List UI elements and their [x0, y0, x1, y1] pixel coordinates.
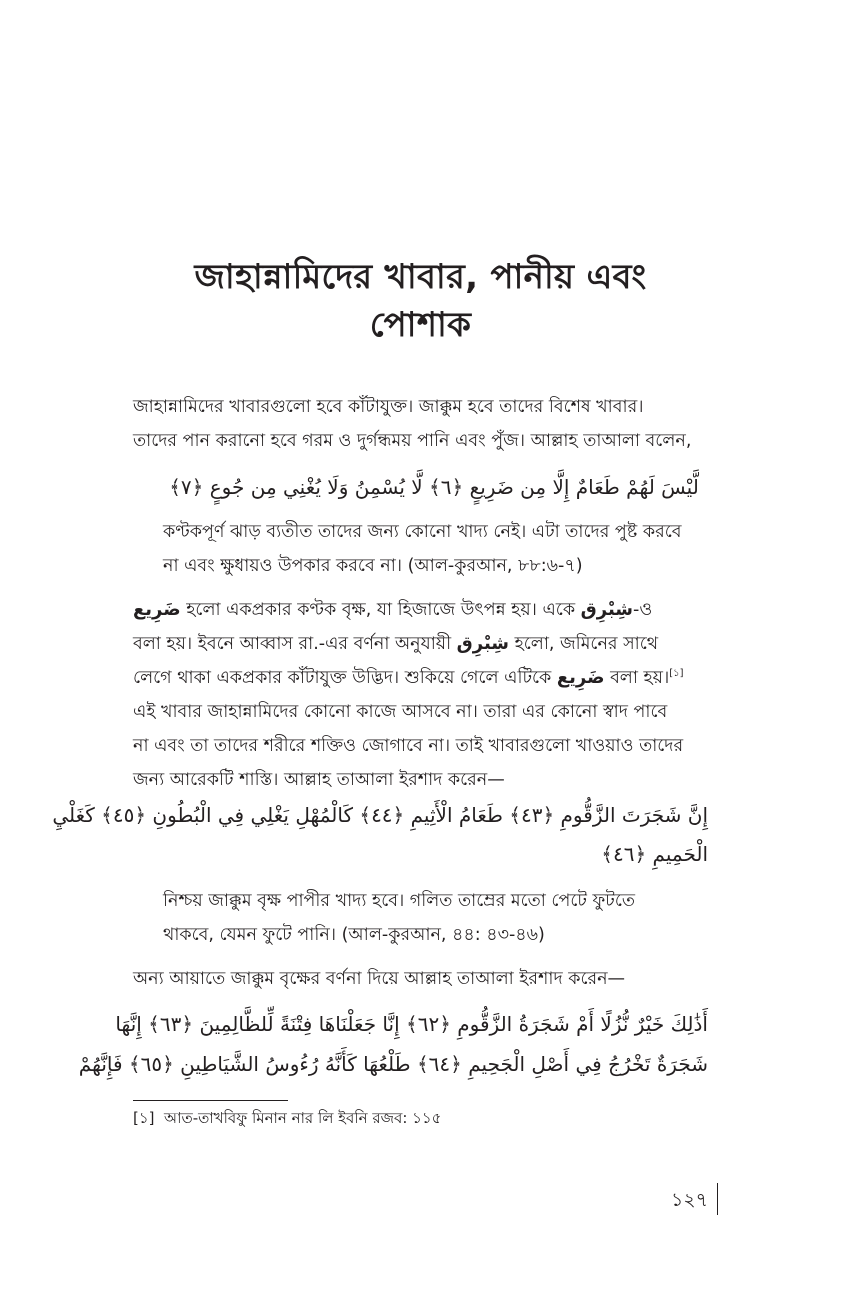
footnote-1-marker: [১]: [133, 1109, 155, 1127]
arabic-term-shibriq: شِبْرِق: [580, 599, 633, 620]
paragraph-2-line-6: জন্য আরেকটি শাস্তি। আল্লাহ তাআলা ইরশাদ করেন—: [133, 770, 505, 790]
arabic-term-shibriq: شِبْرِق: [456, 633, 509, 654]
intro-line-2: তাদের পান করানো হবে গরম ও দুর্গন্ধময় পানি এবং পুঁজ। আল্লাহ তাআলা বলেন,: [133, 431, 692, 451]
verse-1-translation-line-2: না এবং ক্ষুধায়ও উপকার করবে না। (আল-কুরআন, ৮৮:৬-৭): [163, 556, 583, 576]
paragraph-2-line-2-suffix: হলো, জমিনের সাথে: [509, 634, 659, 654]
intro-paragraph: [133, 390, 707, 458]
paragraph-2-line-3-text: লেগে থাকা একপ্রকার কাঁটাযুক্ত উদ্ভিদ। শুকিয়ে গেলে এটিকে: [133, 668, 557, 688]
verse-2-translation-line-2: থাকবে, যেমন ফুটে পানি। (আল-কুরআন, ৪৪: ৪৩-৪৬): [163, 925, 545, 945]
verse-1-translation: [163, 515, 708, 583]
dari-explanation-paragraph: [133, 593, 707, 797]
paragraph-3-line-1: অন্য আয়াতে জাক্কুম বৃক্ষের বর্ণনা দিয়ে আল্লাহ তাআলা ইরশাদ করেন—: [133, 969, 626, 989]
verse-2-arabic-line-1: إِنَّ شَجَرَتَ الزَّقُّومِ ﴿٤٣﴾ طَعَامُ الْأَثِيمِ ﴿٤٤﴾ كَالْمُهْلِ يَغْلِي فِي الْبُطُونِ ﴿٤٥﴾ كَغَلْيِ: [52, 803, 708, 827]
footnote-1: [133, 1106, 707, 1130]
chapter-title-line-2: পোশাক: [369, 305, 472, 345]
page-number-divider: [717, 1183, 718, 1215]
paragraph-2-line-1: [133, 593, 707, 627]
footnote-divider: [133, 1100, 288, 1101]
paragraph-2-line-2-text: বলা হয়। ইবনে আব্বাস রা.-এর বর্ণনা অনুযায়ী: [133, 634, 457, 654]
page-number: ১২৭: [670, 1189, 708, 1211]
verse-2-translation-line-1: নিশ্চয় জাক্কুম বৃক্ষ পাপীর খাদ্য হবে। গলিত তাম্রের মতো পেটে ফুটতে: [163, 891, 636, 911]
chapter-title-line-1: জাহান্নামিদের খাবার, পানীয় এবং: [194, 257, 647, 297]
paragraph-2-line-1-text: হলো একপ্রকার কণ্টক বৃক্ষ, যা হিজাজে উৎপন্ন হয়। একে: [180, 600, 581, 620]
paragraph-2-line-3: [133, 661, 707, 695]
arabic-term-dari: ضَرِيع: [133, 599, 181, 620]
footnote-1-text: আত-তাখবিফু মিনান নার লি ইবনি রজব: ১১৫: [163, 1109, 442, 1127]
verse-3-arabic-line-2: شَجَرَةٌ تَخْرُجُ فِي أَصْلِ الْجَحِيمِ ﴿٦٤﴾ طَلْعُهَا كَأَنَّهُ رُءُوسُ الشَّيَاطِينِ ﴿٦٥﴾ فَإِنَّهُمْ: [78, 1052, 708, 1076]
verse-1-arabic: لَّيْسَ لَهُمْ طَعَامٌ إِلَّا مِن ضَرِيعٍ ﴿٦﴾ لَّا يُسْمِنُ وَلَا يُغْنِي مِن جُوعٍ ﴿٧﴾: [169, 475, 699, 499]
verse-2-translation: [163, 884, 708, 952]
verse-3-arabic-line-1: أَذَٰلِكَ خَيْرٌ نُّزُلًا أَمْ شَجَرَةُ الزَّقُّومِ ﴿٦٢﴾ إِنَّا جَعَلْنَاهَا فِتْنَةً لِّلظَّالِمِينَ ﴿٦٣﴾ إِنَّهَا: [115, 1012, 708, 1036]
intro-line-1: জাহান্নামিদের খাবারগুলো হবে কাঁটাযুক্ত। জাক্কুম হবে তাদের বিশেষ খাবার।: [133, 397, 644, 417]
arabic-term-dari: ضَرِيع: [556, 667, 605, 688]
paragraph-2-line-3-suffix: বলা হয়।: [604, 668, 670, 688]
footnote-reference[interactable]: [১]: [669, 668, 684, 680]
paragraph-2-line-4: এই খাবার জাহান্নামিদের কোনো কাজে আসবে না। তারা এর কোনো স্বাদ পাবে: [133, 702, 668, 722]
verse-2-arabic-line-2: الْحَمِيمِ ﴿٤٦﴾: [601, 842, 708, 866]
paragraph-2-line-1-suffix: -ও: [633, 600, 653, 620]
paragraph-2-line-5: না এবং তা তাদের শরীরে শক্তিও জোগাবে না। তাই খাবারগুলো খাওয়াও তাদের: [133, 736, 684, 756]
paragraph-2-line-2: [133, 627, 707, 661]
verse-1-translation-line-1: কণ্টকপূর্ণ ঝাড় ব্যতীত তাদের জন্য কোনো খাদ্য নেই। এটা তাদের পুষ্ট করবে: [163, 522, 682, 542]
paragraph-3: [133, 962, 707, 996]
